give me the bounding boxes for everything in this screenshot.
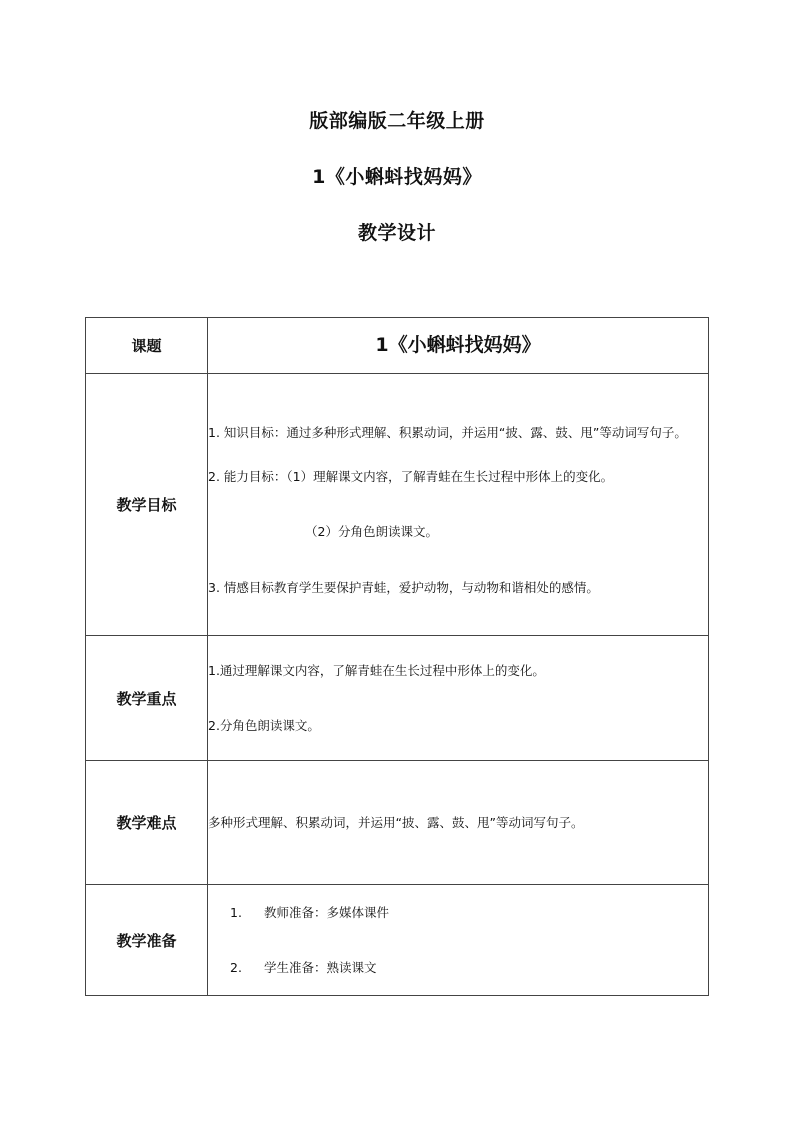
topic-label: 课题 [86, 318, 208, 374]
preparation-content [208, 885, 709, 996]
objective-item-2: 2. 能力目标：（1）理解课文内容，了解青蛙在生长过程中形体上的变化。 [208, 468, 614, 484]
document-heading-title: 教学设计 [357, 222, 436, 244]
document-heading-textbook: 版部编版二年级上册 [309, 110, 485, 132]
objective-item-2b: （2）分角色朗读课文。 [305, 524, 438, 540]
difficulties-label: 教学难点 [86, 761, 208, 885]
preparation-item-number: 1. [230, 904, 242, 920]
key-point-item-2: 2.分角色朗读课文。 [208, 718, 320, 733]
table-row-objectives [86, 374, 709, 636]
table-row-preparation [86, 885, 709, 996]
preparation-item [208, 959, 708, 977]
table-row-difficulties [86, 761, 709, 885]
preparation-item-text: 教师准备：多媒体课件 [264, 904, 390, 920]
preparation-item-number: 2. [230, 960, 242, 975]
objectives-label: 教学目标 [86, 374, 208, 636]
lesson-plan-table [85, 317, 709, 996]
topic-value: 1《小蝌蚪找妈妈》 [208, 318, 709, 374]
preparation-label: 教学准备 [86, 885, 208, 996]
key-points-label: 教学重点 [86, 636, 208, 761]
key-points-content [208, 636, 709, 761]
document-heading-lesson: 1《小蝌蚪找妈妈》 [312, 166, 482, 188]
objective-item-1: 1. 知识目标：通过多种形式理解、积累动词，并运用“披、露、鼓、甩”等动词写句子。 [208, 424, 687, 440]
objectives-content [208, 374, 709, 636]
objective-item-3: 3. 情感目标教育学生要保护青蛙，爱护动物，与动物和谐相处的感情。 [208, 579, 599, 595]
key-point-item-1: 1.通过理解课文内容，了解青蛙在生长过程中形体上的变化。 [208, 662, 545, 678]
preparation-item [208, 904, 708, 922]
preparation-item-text: 学生准备：熟读课文 [264, 960, 377, 975]
table-row-key-points [86, 636, 709, 761]
table-row-topic [86, 318, 709, 374]
difficulties-content: 多种形式理解、积累动词，并运用“披、露、鼓、甩”等动词写句子。 [208, 761, 709, 885]
